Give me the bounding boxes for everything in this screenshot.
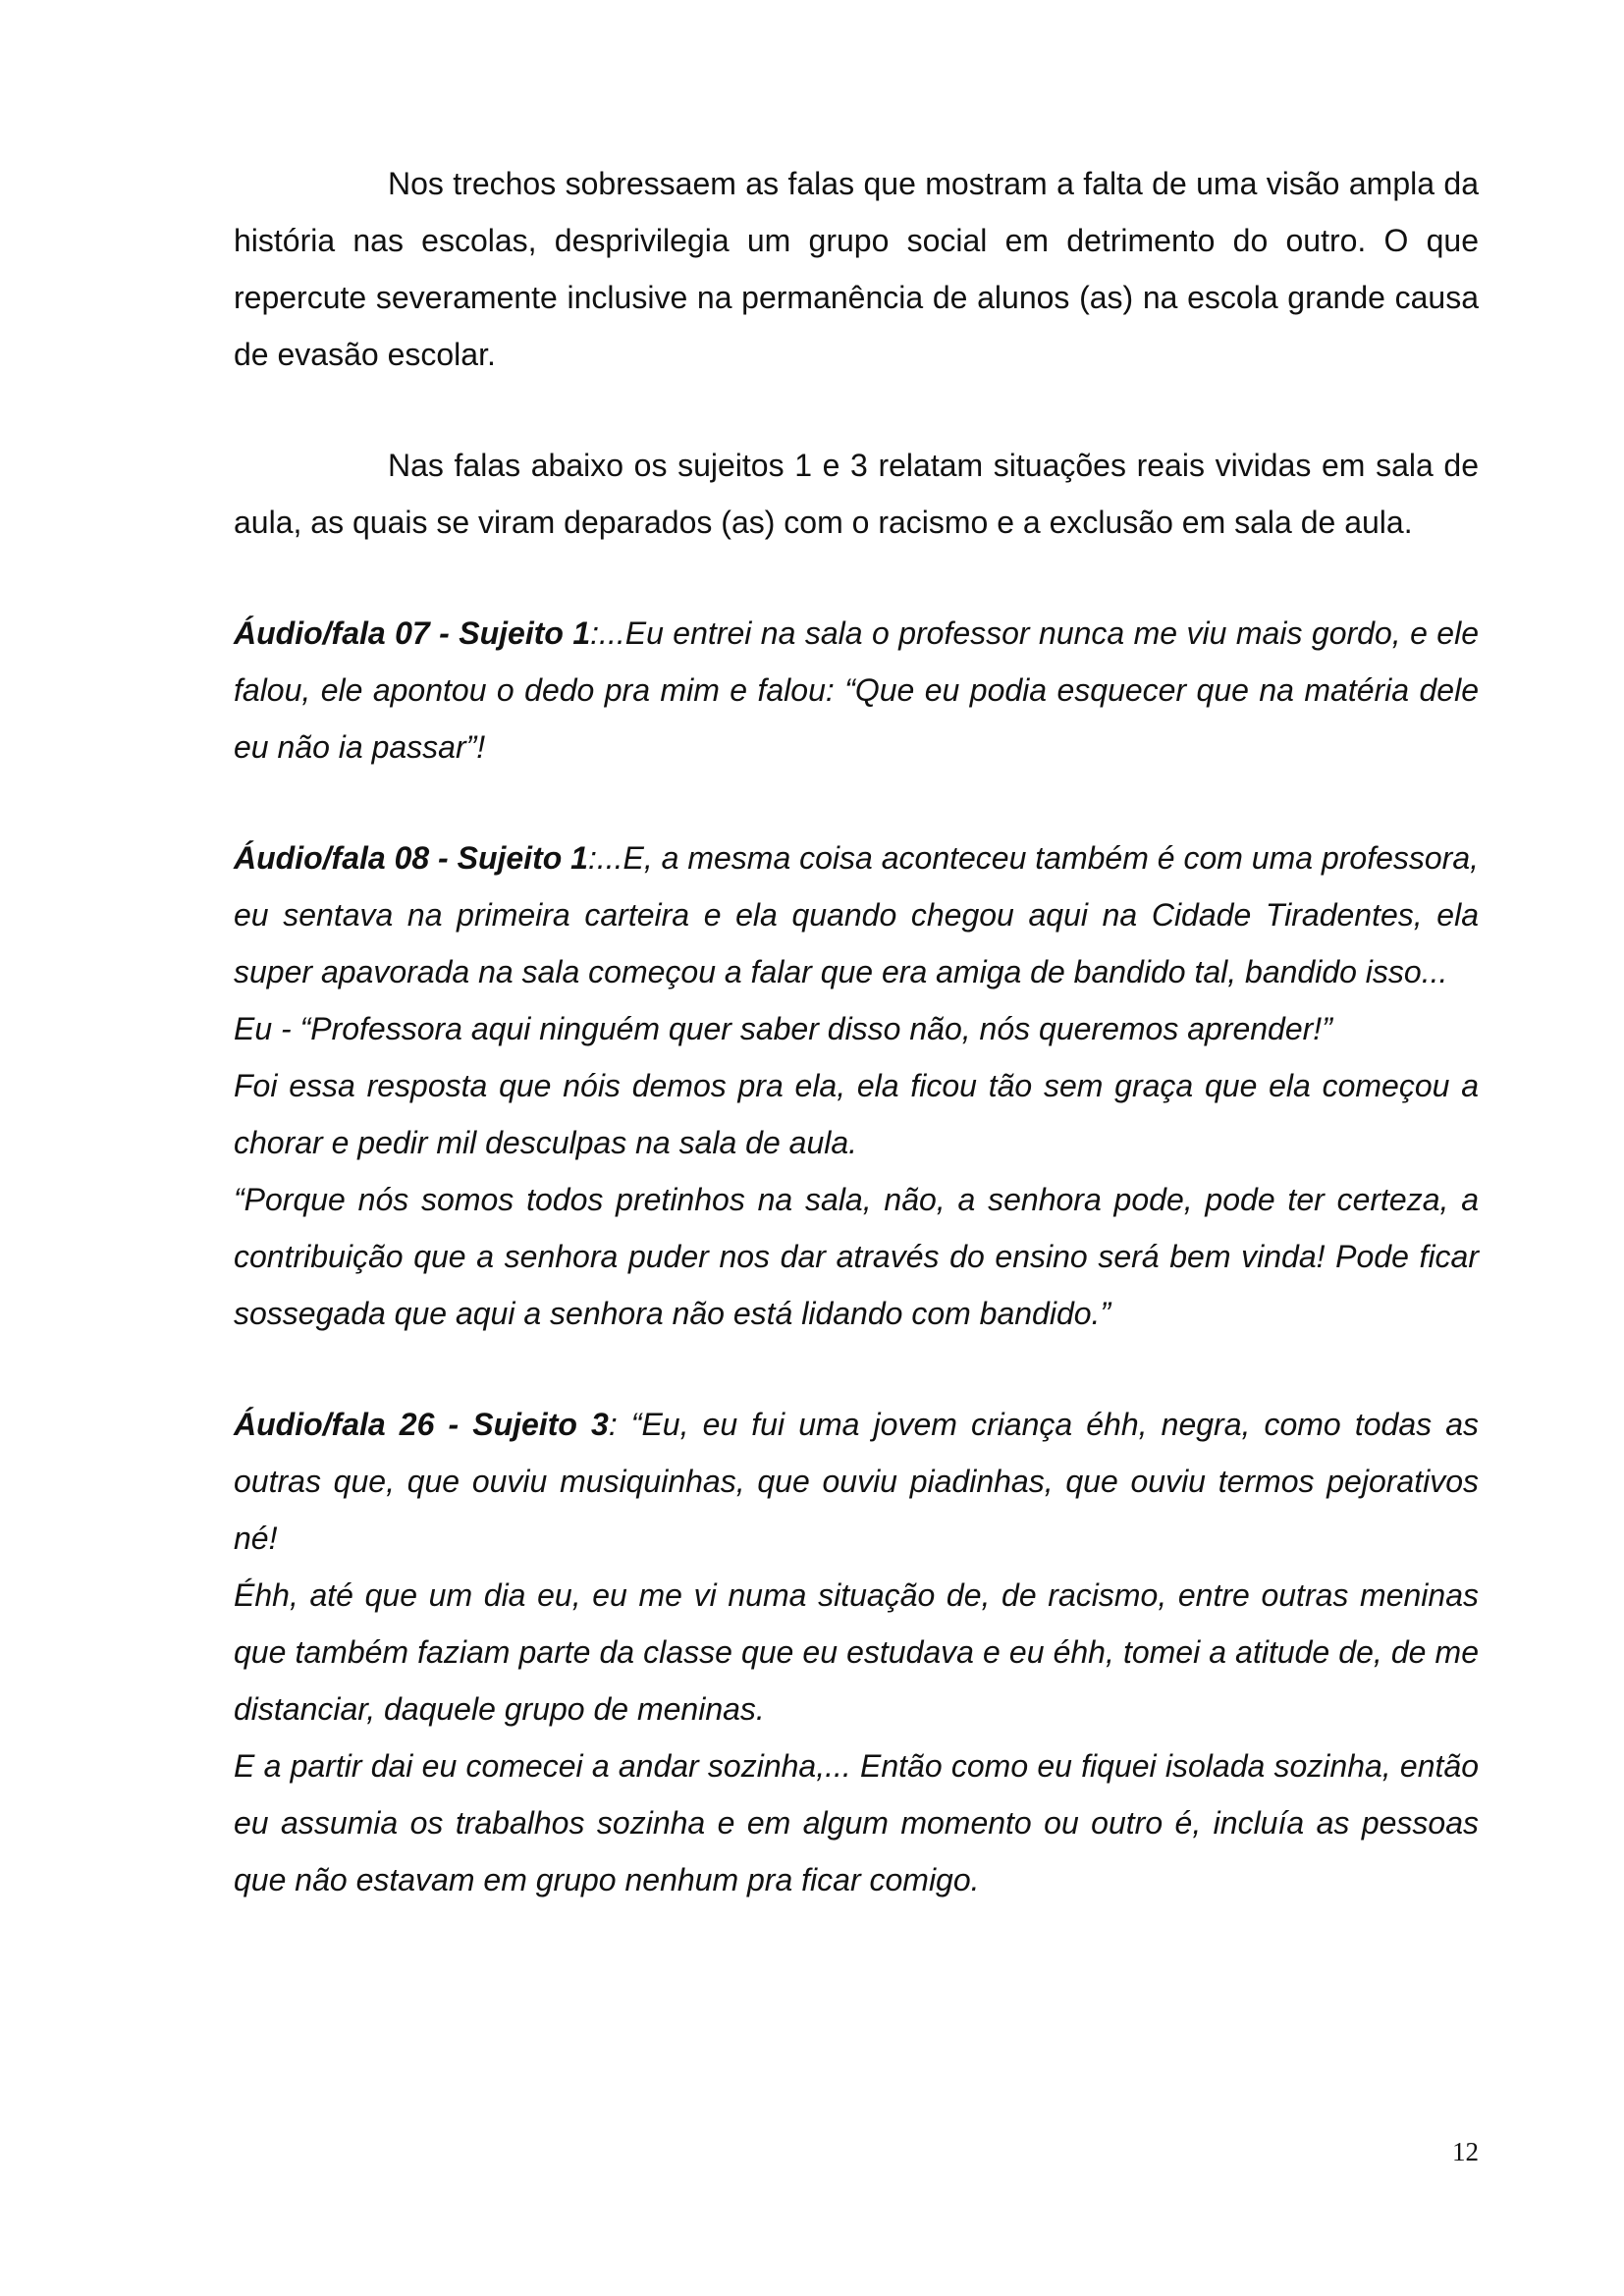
quote-line: Eu - “Professora aqui ninguém quer saber disso não, nós queremos aprender!”	[234, 1011, 1332, 1046]
quote-block	[234, 1396, 1479, 1908]
quote-line: Éhh, até que um dia eu, eu me vi numa situação de, de racismo, entre outras meninas que também faziam parte da classe que eu estudava e eu éhh, tomei a atitude de, de me distanciar, daquele grupo de meninas.	[234, 1577, 1479, 1727]
document-page	[234, 155, 1479, 1908]
body-paragraph: Nas falas abaixo os sujeitos 1 e 3 relatam situações reais vividas em sala de aula, as quais se viram deparados (as) com o racismo e a exclusão em sala de aula.	[234, 448, 1479, 540]
quote-body: :...Eu entrei na sala o professor nunca me viu mais gordo, e ele falou, ele apontou o dedo pra mim e falou: “Que eu podia esquecer que na matéria dele eu não ia passar”!	[234, 615, 1480, 765]
quote-body: : “Eu, eu fui uma jovem criança éhh, negra, como todas as outras que, que ouviu musiquinhas, que ouviu piadinhas, que ouviu termos pejorativos né!	[234, 1407, 1480, 1556]
quote-line: E a partir dai eu comecei a andar sozinha,... Então como eu fiquei isolada sozinha, então eu assumia os trabalhos sozinha e em algum momento ou outro é, incluía as pessoas que não estavam em grupo nenhum pra ficar comigo.	[234, 1748, 1479, 1897]
quote-label: Áudio/fala 26 - Sujeito 3	[234, 1407, 609, 1442]
quote-text	[234, 1396, 1479, 1567]
quote-line: “Porque nós somos todos pretinhos na sala, não, a senhora pode, pode ter certeza, a contribuição que a senhora puder nos dar através do ensino será bem vinda! Pode ficar sossegada que aqui a senhora não está lidando com bandido.”	[234, 1182, 1479, 1331]
quote-text	[234, 829, 1479, 1000]
page-number: 12	[1452, 2137, 1479, 2166]
quote-body: :...E, a mesma coisa aconteceu também é com uma professora, eu sentava na primeira carteira e ela quando chegou aqui na Cidade Tiradentes, ela super apavorada na sala começou a falar que era amiga de bandido tal, bandido isso...	[234, 840, 1480, 989]
quote-text	[234, 605, 1479, 775]
quote-block	[234, 605, 1479, 775]
quote-line: Foi essa resposta que nóis demos pra ela, ela ficou tão sem graça que ela começou a chorar e pedir mil desculpas na sala de aula.	[234, 1068, 1479, 1160]
quote-block	[234, 829, 1479, 1342]
body-paragraph: Nos trechos sobressaem as falas que mostram a falta de uma visão ampla da história nas escolas, desprivilegia um grupo social em detrimento do outro. O que repercute severamente inclusive na permanência de alunos (as) na escola grande causa de evasão escolar.	[234, 166, 1479, 372]
quote-label: Áudio/fala 08 - Sujeito 1	[234, 840, 588, 876]
quote-label: Áudio/fala 07 - Sujeito 1	[234, 615, 591, 651]
